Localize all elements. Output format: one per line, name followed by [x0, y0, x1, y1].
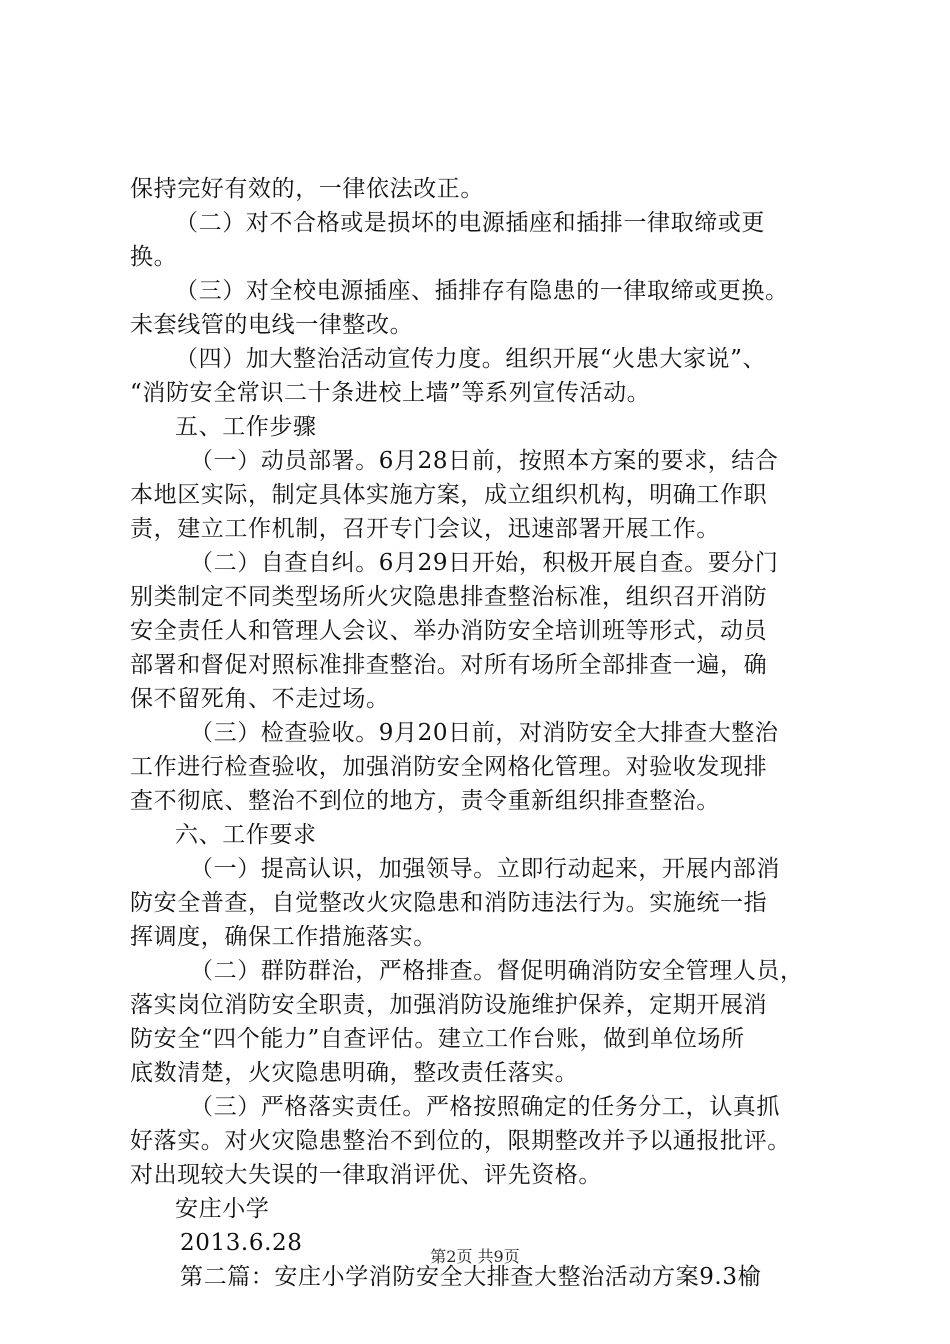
- text-line: 未套线管的电线一律整改。: [130, 312, 414, 338]
- text-line: 对出现较大失误的一律取消评优、评先资格。: [130, 1162, 602, 1188]
- text-line: 工作进行检查验收，加强消防安全网格化管理。对验收发现排: [130, 754, 768, 780]
- text-line: （二）自查自纠。6月29日开始，积极开展自查。要分门: [190, 550, 779, 576]
- text-line: 第二篇：安庄小学消防安全大排查大整治活动方案9.3榆: [180, 1264, 762, 1290]
- text-line: 挥调度，确保工作措施落实。: [130, 924, 437, 950]
- text-line: 防安全普查，自觉整改火灾隐患和消防违法行为。实施统一指: [130, 890, 768, 916]
- text-line: （一）提高认识，加强领导。立即行动起来，开展内部消: [190, 856, 780, 882]
- text-line: 责，建立工作机制，召开专门会议，迅速部署开展工作。: [130, 516, 720, 542]
- section-heading: 六、工作要求: [175, 822, 317, 848]
- text-line: 保不留死角、不走过场。: [130, 686, 390, 712]
- text-line: （三）对全校电源插座、插排存有隐患的一律取缔或更换。: [175, 278, 789, 304]
- text-line: 2013.6.28: [180, 1230, 303, 1256]
- section-heading: 五、工作步骤: [175, 414, 317, 440]
- text-line: 底数清楚，火灾隐患明确，整改责任落实。: [130, 1060, 579, 1086]
- text-line: （一）动员部署。6月28日前，按照本方案的要求，结合: [190, 448, 779, 474]
- text-line: “消防安全常识二十条进校上墙”等系列宣传活动。: [130, 380, 651, 406]
- text-line: （二）对不合格或是损坏的电源插座和插排一律取缔或更: [175, 210, 765, 236]
- text-line: 防安全“四个能力”自查评估。建立工作台账，做到单位场所: [130, 1026, 745, 1052]
- text-line: 查不彻底、整治不到位的地方，责令重新组织排查整治。: [130, 788, 720, 814]
- page-footer: 第2页 共9页: [430, 1247, 520, 1266]
- text-line: 安庄小学: [175, 1196, 270, 1222]
- text-line: 别类制定不同类型场所火灾隐患排查整治标准，组织召开消防: [130, 584, 768, 610]
- text-line: （二）群防群治，严格排查。督促明确消防安全管理人员，: [190, 958, 804, 984]
- document-body: [130, 172, 850, 1294]
- text-line: （四）加大整治活动宣传力度。组织开展“火患大家说”、: [175, 346, 767, 372]
- text-line: 落实岗位消防安全职责，加强消防设施维护保养，定期开展消: [130, 992, 768, 1018]
- text-line: 安全责任人和管理人会议、举办消防安全培训班等形式，动员: [130, 618, 768, 644]
- text-line: 部署和督促对照标准排查整治。对所有场所全部排查一遍，确: [130, 652, 768, 678]
- text-line: 保持完好有效的，一律依法改正。: [130, 176, 484, 202]
- text-line: 本地区实际，制定具体实施方案，成立组织机构，明确工作职: [130, 482, 768, 508]
- text-line: （三）检查验收。9月20日前，对消防安全大排查大整治: [190, 720, 779, 746]
- text-line: 换。: [130, 244, 178, 270]
- text-line: 好落实。对火灾隐患整治不到位的，限期整改并予以通报批评。: [130, 1128, 791, 1154]
- text-line: （三）严格落实责任。严格按照确定的任务分工，认真抓: [190, 1094, 780, 1120]
